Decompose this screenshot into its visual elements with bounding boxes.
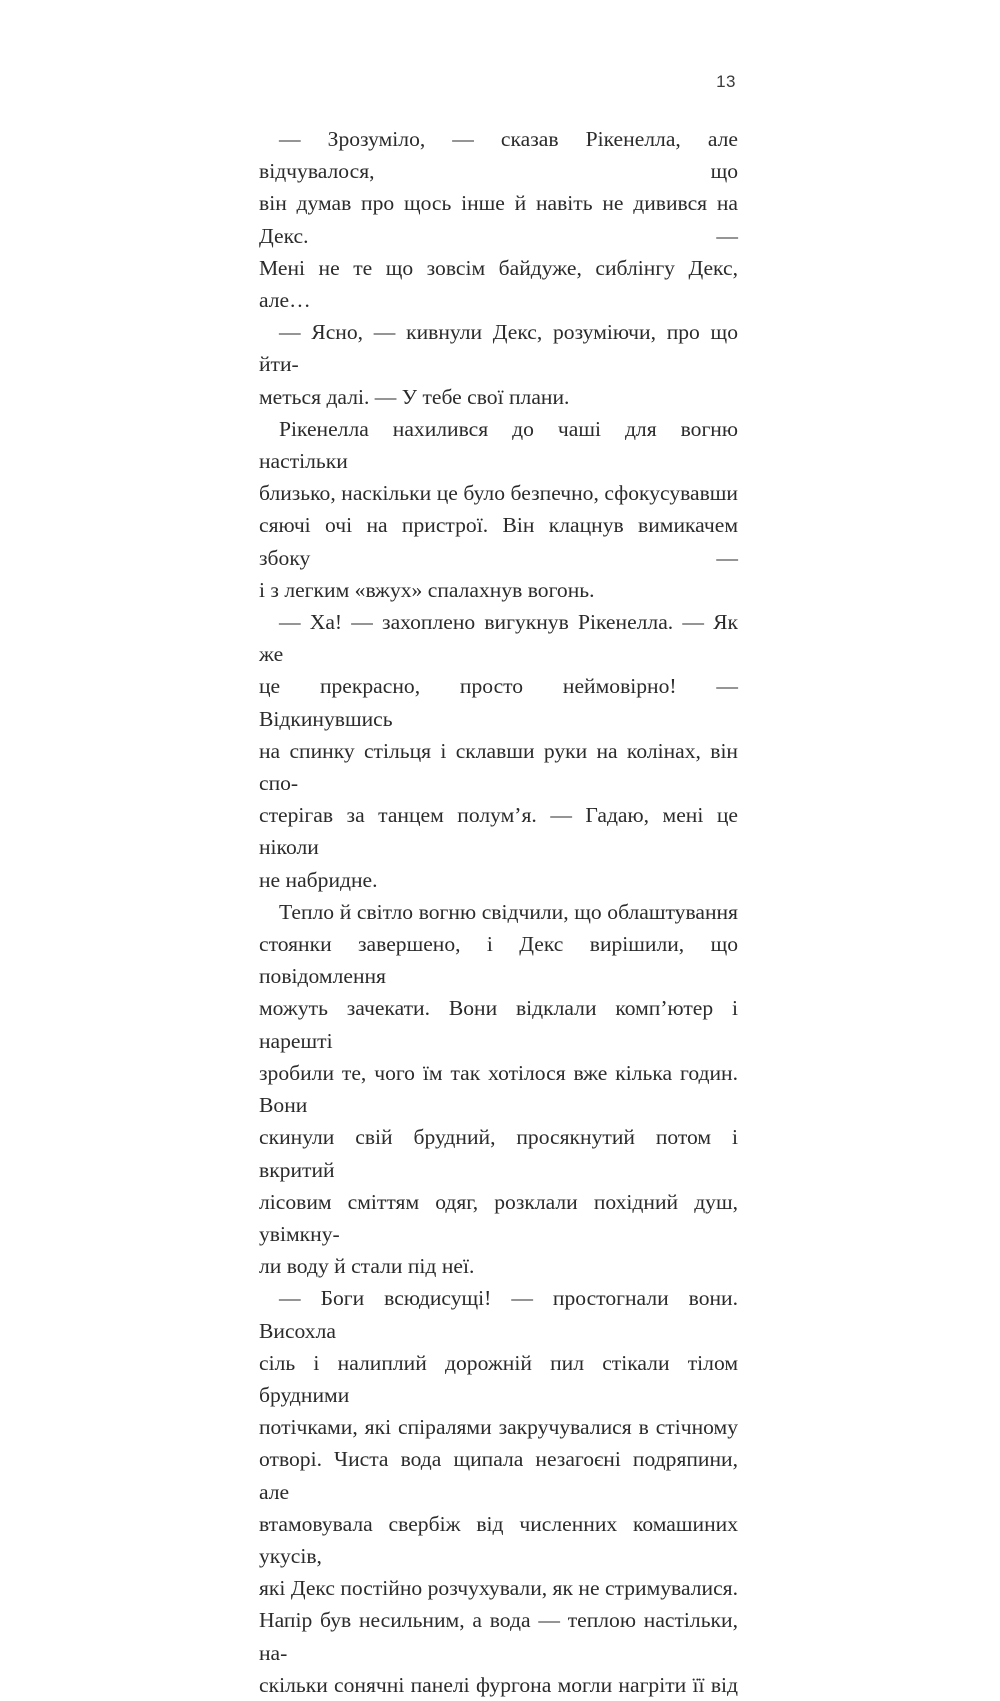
text-line: стоянки завершено, і Декс вирішили, що повідомлення xyxy=(259,932,738,989)
text-line: ли воду й стали під неї. xyxy=(259,1254,475,1279)
text-line: потічками, які спіралями закручувалися в стічному xyxy=(259,1415,738,1440)
text-line: Тепло й світло вогню свідчили, що облаштування xyxy=(279,899,738,924)
text-line: втамовувала свербіж від численних комашиних укусів, xyxy=(259,1511,738,1568)
page-number: 13 xyxy=(716,72,736,91)
text-line: стерігав за танцем полум’я. — Гадаю, мені це ніколи xyxy=(259,803,738,860)
text-line: Рікенелла нахилився до чаші для вогню настільки xyxy=(259,416,738,474)
text-line: це прекрасно, просто неймовірно! — Відкинувшись xyxy=(259,674,738,731)
paragraph xyxy=(259,896,738,1282)
text-line: скільки сонячні панелі фургона могли нагріти її від xyxy=(259,1672,738,1697)
text-line: — Зрозуміло, — сказав Рікенелла, але відчувалося, що xyxy=(259,127,738,184)
text-line: на спинку стільця і склавши руки на колінах, він спо- xyxy=(259,738,738,796)
text-line: зробили те, чого їм так хотілося вже кілька годин. Вони xyxy=(259,1060,738,1118)
text-line: які Декс постійно розчухували, як не стримувалися. xyxy=(259,1576,738,1601)
text-line: отворі. Чиста вода щипала незагоєні подряпини, але xyxy=(259,1447,738,1504)
text-line: лісовим сміттям одяг, розклали похідний душ, увімкну- xyxy=(259,1189,738,1246)
text-line: меться далі. — У тебе свої плани. xyxy=(259,384,570,409)
text-line: — Ха! — захоплено вигукнув Рікенелла. — Як же xyxy=(259,610,738,667)
text-line: — Ясно, — кивнули Декс, розуміючи, про що йти- xyxy=(259,320,738,377)
text-line: він думав про щось інше й навіть не дивився на Декс. — xyxy=(259,191,738,248)
text-line: сяючі очі на пристрої. Він клацнув вимикачем збоку — xyxy=(259,513,738,570)
text-block xyxy=(259,123,738,1701)
text-line: Мені не те що зовсім байдуже, сиблінгу Декс, але… xyxy=(259,255,738,313)
text-line: скинули свій брудний, просякнутий потом і вкритий xyxy=(259,1125,738,1182)
text-line: можуть зачекати. Вони відклали комп’ютер і нарешті xyxy=(259,996,738,1053)
paragraph xyxy=(259,606,738,896)
text-line: не набридне. xyxy=(259,867,378,892)
paragraph xyxy=(259,316,738,413)
text-line: близько, наскільки це було безпечно, сфокусувавши xyxy=(259,481,738,506)
paragraph xyxy=(259,123,738,316)
text-line: і з легким «вжух» спалахнув вогонь. xyxy=(259,577,595,602)
text-line: — Боги всюдисущі! — простогнали вони. Висохла xyxy=(259,1286,738,1343)
paragraph xyxy=(259,413,738,606)
text-line: Напір був несильним, а вода — теплою настільки, на- xyxy=(259,1608,738,1665)
paragraph xyxy=(259,1282,738,1701)
text-line: сіль і налиплий дорожній пил стікали тілом брудними xyxy=(259,1350,738,1407)
